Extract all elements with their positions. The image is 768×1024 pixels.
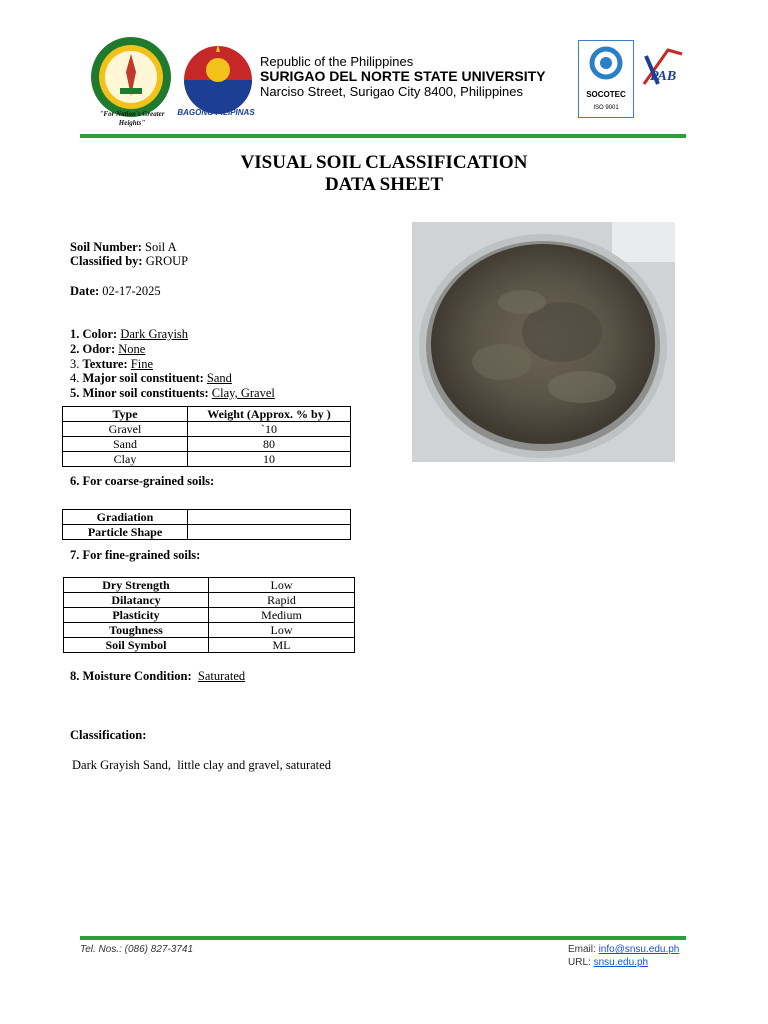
major-value: Sand (206, 371, 232, 385)
url-link[interactable]: snsu.edu.ph (593, 957, 649, 968)
moisture-value: Saturated (197, 669, 246, 683)
moisture-label: 8. Moisture Condition: (70, 669, 192, 683)
odor-row (70, 342, 145, 357)
texture-label: Texture: (82, 357, 128, 371)
snsu-logo (90, 36, 172, 118)
url-label: URL: (568, 957, 591, 968)
table-row (64, 623, 355, 638)
table-cell: Low (209, 623, 355, 638)
color-label: Color: (82, 327, 118, 341)
table-cell: `10 (188, 422, 351, 437)
table-cell: Rapid (209, 593, 355, 608)
table-row (63, 422, 351, 437)
header-address: Narciso Street, Surigao City 8400, Philippines (260, 84, 524, 99)
table-row (63, 510, 351, 525)
email-label: Email: (568, 944, 596, 955)
footer-url-row (568, 957, 648, 968)
weight-table (62, 406, 351, 467)
table-row (63, 452, 351, 467)
table-row (63, 407, 351, 422)
table-cell: Gradiation (63, 510, 188, 525)
footer-email-row (568, 944, 679, 955)
table-cell: Soil Symbol (64, 638, 209, 653)
table-cell: 80 (188, 437, 351, 452)
minor-label: Minor soil constituents: (82, 386, 209, 400)
table-cell: Dry Strength (64, 578, 209, 593)
pab-logo (638, 44, 686, 120)
table-cell: Sand (63, 437, 188, 452)
table-row (64, 608, 355, 623)
soil-number-value: Soil A (145, 240, 177, 254)
table-row (63, 525, 351, 540)
major-label: Major soil constituent: (82, 371, 204, 385)
footer-tel: Tel. Nos.: (086) 827-3741 (80, 944, 194, 955)
soil-number-row (70, 240, 177, 255)
table-header-weight: Weight (Approx. % by ) (188, 407, 351, 422)
header-republic: Republic of the Philippines (260, 54, 414, 69)
table-cell: ML (209, 638, 355, 653)
minor-num: 5. (70, 386, 80, 400)
fine-table (63, 577, 355, 653)
footer-divider (80, 936, 686, 940)
table-cell: 10 (188, 452, 351, 467)
table-cell: Medium (209, 608, 355, 623)
classified-by-value: GROUP (145, 254, 189, 268)
table-cell: Gravel (63, 422, 188, 437)
odor-num: 2. (70, 342, 80, 356)
page-subtitle: DATA SHEET (324, 174, 444, 195)
coarse-table (62, 509, 351, 540)
major-num: 4. (70, 371, 80, 385)
odor-value: None (118, 342, 146, 356)
soil-number-label: Soil Number: (70, 240, 142, 254)
table-row (64, 593, 355, 608)
iso-label: ISO 9001 (593, 105, 619, 111)
color-value: Dark Grayish (120, 327, 189, 341)
email-link[interactable]: info@snsu.edu.ph (598, 944, 680, 955)
bagong-pilipinas-logo (178, 40, 258, 118)
date-value: 02-17-2025 (102, 284, 161, 298)
texture-row (70, 357, 153, 372)
minor-row (70, 386, 275, 401)
socotec-icon (579, 41, 633, 85)
fine-heading: 7. For fine-grained soils: (70, 548, 201, 562)
minor-value: Clay, Gravel (211, 386, 275, 400)
table-cell: Low (209, 578, 355, 593)
major-row (70, 371, 232, 386)
odor-label: Odor: (82, 342, 116, 356)
classified-by-label: Classified by: (70, 254, 143, 268)
table-cell (188, 510, 351, 525)
socotec-label: SOCOTEC (586, 90, 626, 99)
classification-value: Dark Grayish Sand, little clay and gravel, saturated (72, 758, 331, 772)
university-motto: "For Nation's Greater Heights" (99, 110, 165, 127)
table-header-type: Type (63, 407, 188, 422)
header-university: SURIGAO DEL NORTE STATE UNIVERSITY (260, 68, 546, 84)
table-cell: Toughness (64, 623, 209, 638)
date-label: Date: (70, 284, 100, 298)
color-num: 1. (70, 327, 80, 341)
color-row (70, 327, 188, 342)
table-cell (188, 525, 351, 540)
moisture-row (70, 669, 245, 684)
table-cell: Plasticity (64, 608, 209, 623)
table-cell: Particle Shape (63, 525, 188, 540)
table-row (64, 638, 355, 653)
classification-label: Classification: (70, 728, 147, 742)
bagong-pilipinas-text: BAGONG PILIPINAS (177, 108, 255, 117)
texture-num: 3. (70, 357, 80, 371)
pab-label: PAB (650, 69, 677, 84)
table-row (63, 437, 351, 452)
page-title: VISUAL SOIL CLASSIFICATION (240, 152, 528, 173)
socotec-logo (578, 40, 634, 118)
header-divider (80, 134, 686, 138)
date-row (70, 284, 161, 299)
table-cell: Dilatancy (64, 593, 209, 608)
texture-value: Fine (130, 357, 153, 371)
classified-by-row (70, 254, 188, 269)
soil-sample-photo (412, 222, 675, 462)
coarse-heading: 6. For coarse-grained soils: (70, 474, 215, 488)
table-row (64, 578, 355, 593)
table-cell: Clay (63, 452, 188, 467)
